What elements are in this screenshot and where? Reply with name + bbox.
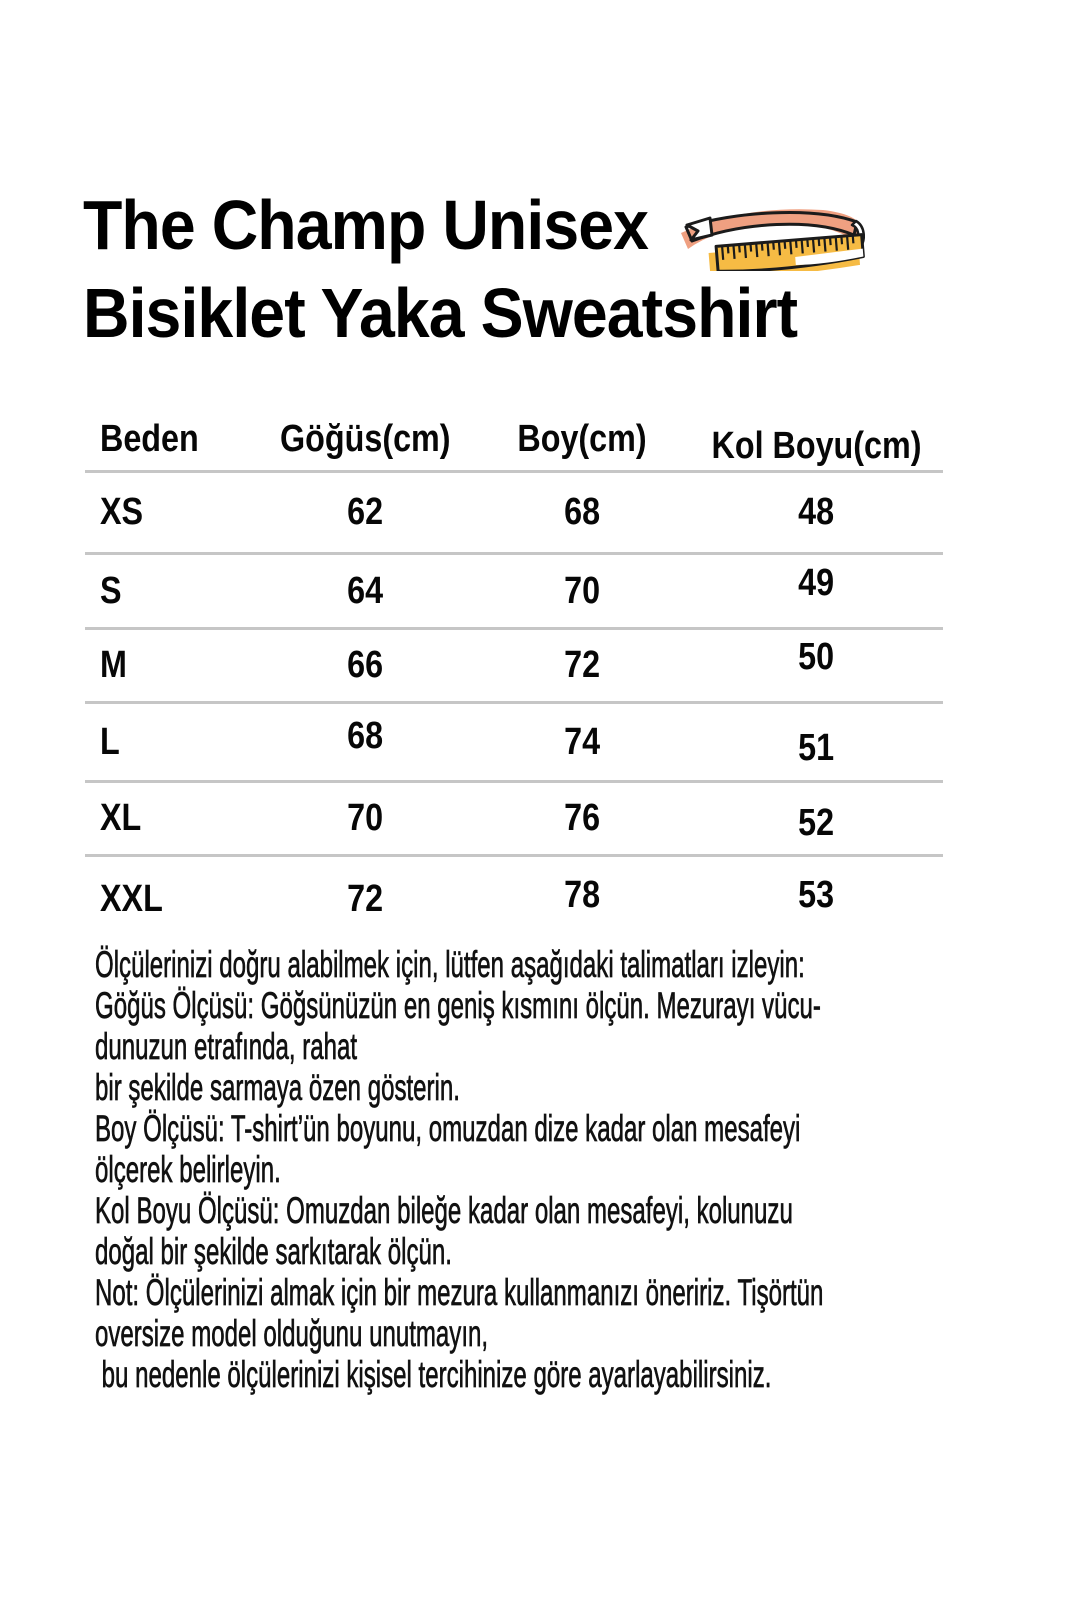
instruction-line: Not: Ölçülerinizi almak için bir mezura kullanmanızı öneririz. Tişörtün (95, 1272, 824, 1313)
size-row-xs (85, 473, 943, 555)
chest-cell (255, 491, 475, 534)
value-text: 76 (564, 797, 601, 839)
size-chart-table (85, 408, 943, 942)
size-row-s (85, 555, 943, 630)
value-text: 52 (798, 802, 835, 844)
length-cell (475, 491, 690, 534)
column-header-kol-boyu (690, 418, 943, 467)
value-text: 74 (564, 720, 601, 763)
value-text: 51 (798, 726, 835, 769)
value-text: 66 (347, 644, 383, 686)
size-row-m (85, 630, 943, 704)
size-text: L (100, 720, 120, 763)
value-text: 49 (798, 561, 835, 604)
header-text: Beden (100, 417, 199, 460)
measurement-instructions (95, 944, 1067, 1395)
instruction-line: Ölçülerinizi doğru alabilmek için, lütfen aşağıdaki talimatları izleyin: (95, 944, 805, 985)
sleeve-cell (690, 874, 943, 921)
instruction-line: ölçerek belirleyin. (95, 1149, 281, 1190)
chest-cell (255, 714, 475, 764)
size-label (85, 797, 255, 840)
column-header-beden (85, 418, 255, 461)
value-text: 78 (564, 874, 601, 916)
chest-cell (255, 878, 475, 921)
instruction-line: bir şekilde sarmaya özen gösterin. (95, 1067, 460, 1108)
size-text: XL (100, 797, 142, 839)
column-header-gogus (255, 418, 475, 461)
value-text: 62 (347, 491, 383, 533)
instruction-line: doğal bir şekilde sarkıtarak ölçün. (95, 1231, 452, 1272)
sleeve-cell (690, 721, 943, 769)
value-text: 68 (347, 714, 383, 757)
chest-cell (255, 570, 475, 613)
size-text: XXL (100, 878, 163, 920)
size-chart-header-row (85, 408, 943, 473)
chest-cell (255, 797, 475, 840)
size-text: XS (100, 491, 144, 533)
size-label (85, 878, 255, 921)
size-label (85, 570, 255, 613)
value-text: 72 (347, 878, 383, 920)
instruction-line: dunuzun etrafında, rahat (95, 1026, 358, 1067)
length-cell (475, 570, 690, 613)
instruction-line: bu nedenle ölçülerinizi kişisel tercihinize göre ayarlayabilirsiniz. (95, 1354, 772, 1395)
length-cell (475, 644, 690, 687)
size-label (85, 644, 255, 687)
sleeve-cell (690, 491, 943, 534)
measuring-tape-icon (673, 197, 865, 271)
value-text: 53 (798, 874, 835, 916)
length-cell (475, 721, 690, 764)
value-text: 70 (347, 797, 383, 839)
value-text: 48 (798, 491, 835, 533)
sleeve-cell (690, 636, 943, 687)
size-text: M (100, 644, 127, 686)
value-text: 50 (798, 636, 835, 678)
length-cell (475, 797, 690, 840)
sleeve-cell (690, 561, 943, 613)
size-row-xl (85, 783, 943, 857)
instruction-line: Boy Ölçüsü: T-shirt’ün boyunu, omuzdan dize kadar olan mesafeyi (95, 1108, 801, 1149)
chest-cell (255, 644, 475, 687)
column-header-boy (475, 418, 690, 461)
title-line-1: The Champ Unisex (83, 186, 649, 264)
instruction-line: Kol Boyu Ölçüsü: Omuzdan bileğe kadar olan mesafeyi, kolunuzu (95, 1190, 793, 1231)
value-text: 68 (564, 491, 601, 533)
header-text: Kol Boyu(cm) (711, 424, 922, 467)
header-text: Göğüs(cm) (279, 417, 451, 460)
header-text: Boy(cm) (517, 417, 648, 460)
instruction-line: oversize model olduğunu unutmayın, (95, 1313, 489, 1354)
value-text: 64 (347, 569, 383, 612)
size-row-l (85, 704, 943, 783)
title-line-2: Bisiklet Yaka Sweatshirt (83, 274, 798, 352)
size-label (85, 491, 255, 534)
size-row-xxl (85, 857, 943, 942)
sleeve-cell (690, 797, 943, 844)
instruction-line: Göğüs Ölçüsü: Göğsünüzün en geniş kısmını ölçün. Mezurayı vücu- (95, 985, 821, 1026)
size-label (85, 721, 255, 764)
size-text: S (100, 569, 122, 612)
value-text: 72 (564, 644, 601, 686)
length-cell (475, 874, 690, 921)
value-text: 70 (564, 569, 601, 612)
